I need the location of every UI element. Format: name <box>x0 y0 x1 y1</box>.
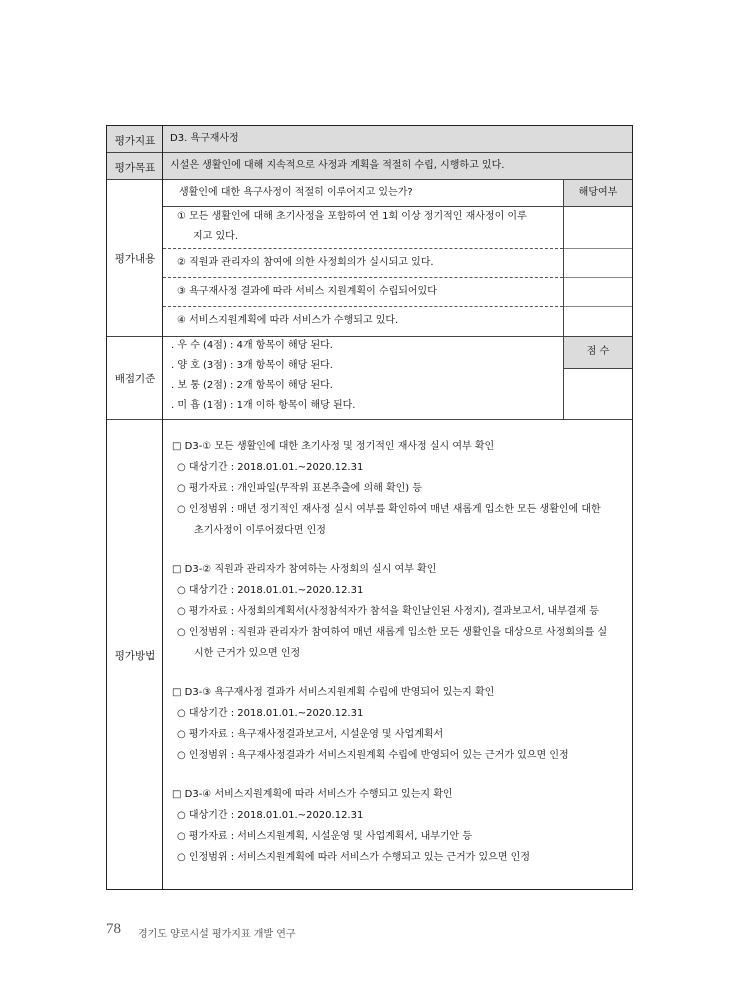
method-section-1-line: ○ 대상기간 : 2018.01.01.~2020.12.31 <box>177 462 364 473</box>
method-section-3-title: □ D3-③ 욕구재사정 결과가 서비스지원계획 수립에 반영되어 있는지 확인 <box>172 687 495 698</box>
method-section-4-line: ○ 인정범위 : 서비스지원계획에 따라 서비스가 수행되고 있는 근거가 있으면 인정 <box>177 852 531 863</box>
method-section-2-line: ○ 인정범위 : 직원과 관리자가 참여하여 매년 새롭게 입소한 모든 생활인을 대상으로 사정회의를 실 <box>177 627 608 638</box>
goal-value: 시설은 생활인에 대해 지속적으로 사정과 계획을 적절히 수립, 시행하고 있다. <box>170 160 505 171</box>
content-item-2: ② 직원과 관리자의 참여에 의한 사정회의가 실시되고 있다. <box>177 257 434 268</box>
method-section-1-title: □ D3-① 모든 생활인에 대한 초기사정 및 정기적인 재사정 실시 여부 확인 <box>172 441 495 452</box>
evaluation-table <box>106 125 633 890</box>
method-section-3-line: ○ 평가자료 : 욕구재사정결과보고서, 시설운영 및 사업계획서 <box>177 729 444 740</box>
method-section-2-line: ○ 대상기간 : 2018.01.01.~2020.12.31 <box>177 585 364 596</box>
method-section-2-line: ○ 평가자료 : 사정회의계획서(사정참석자가 참석을 확인날인된 사정지), 결과보고서, 내부결재 등 <box>177 606 599 617</box>
method-section-1-line: 초기사정이 이루어졌다면 인정 <box>194 525 326 536</box>
goal-label: 평가목표 <box>114 162 156 174</box>
applicable-header: 해당여부 <box>578 187 618 198</box>
content-item-1-line2: 지고 있다. <box>193 231 238 242</box>
score-header: 점 수 <box>586 346 610 357</box>
content-question: 생활인에 대한 욕구사정이 적절히 이루어지고 있는가? <box>179 187 413 198</box>
score-item-poor: . 미 흡 (1점) : 1개 이하 항목이 해당 된다. <box>171 400 356 411</box>
score-item-fair: . 보 통 (2점) : 2개 항목이 해당 된다. <box>171 380 333 391</box>
footer-title: 경기도 양로시설 평가지표 개발 연구 <box>138 929 296 940</box>
method-section-2-line: 시한 근거가 있으면 인정 <box>194 648 301 659</box>
method-section-1-line: ○ 평가자료 : 개인파일(무작위 표본추출에 의해 확인) 등 <box>177 483 423 494</box>
method-section-4-line: ○ 대상기간 : 2018.01.01.~2020.12.31 <box>177 810 364 821</box>
method-section-4-line: ○ 평가자료 : 서비스지원계획, 시설운영 및 사업계획서, 내부기안 등 <box>177 831 473 842</box>
method-label: 평가방법 <box>114 650 156 662</box>
method-section-4-title: □ D3-④ 서비스지원계획에 따라 서비스가 수행되고 있는지 확인 <box>172 789 453 800</box>
content-label: 평가내용 <box>114 253 156 265</box>
content-item-4: ④ 서비스지원계획에 따라 서비스가 수행되고 있다. <box>177 315 399 326</box>
score-item-good: . 양 호 (3점) : 3개 항목이 해당 된다. <box>171 360 333 371</box>
indicator-label: 평가지표 <box>114 135 156 147</box>
method-section-3-line: ○ 인정범위 : 욕구재사정결과가 서비스지원계획 수립에 반영되어 있는 근거가 있으면 인정 <box>177 750 569 761</box>
content-item-3: ③ 욕구재사정 결과에 따라 서비스 지원계획이 수립되어있다 <box>177 286 437 297</box>
content-item-1-line1: ① 모든 생활인에 대해 초기사정을 포함하여 연 1회 이상 정기적인 재사정이 이루 <box>177 211 527 222</box>
indicator-value: D3. 욕구재사정 <box>170 133 239 144</box>
score-item-excellent: . 우 수 (4점) : 4개 항목이 해당 된다. <box>171 340 333 351</box>
page-number: 78 <box>106 921 121 937</box>
score-label: 배점기준 <box>114 373 156 385</box>
method-section-2-title: □ D3-② 직원과 관리자가 참여하는 사정회의 실시 여부 확인 <box>172 564 437 575</box>
method-section-1-line: ○ 인정범위 : 매년 정기적인 재사정 실시 여부를 확인하여 매년 새롭게 입소한 모든 생활인에 대한 <box>177 504 601 515</box>
method-section-3-line: ○ 대상기간 : 2018.01.01.~2020.12.31 <box>177 708 364 719</box>
